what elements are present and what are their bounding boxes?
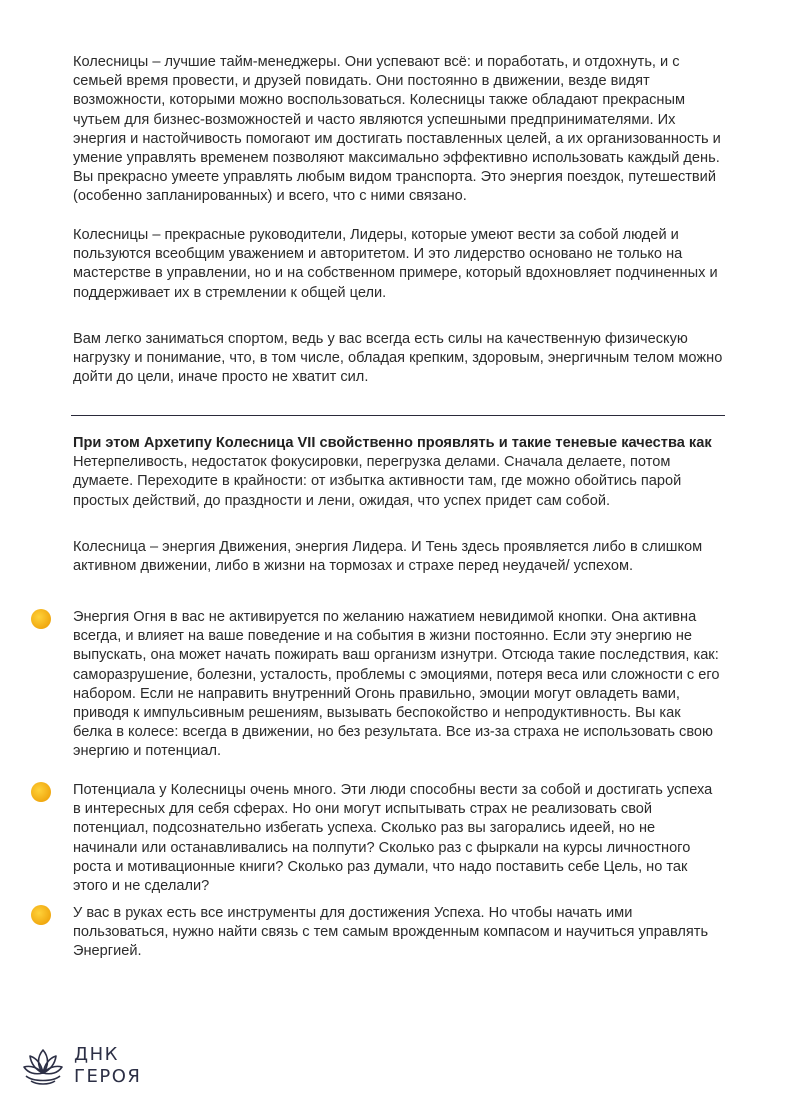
brand-logo: [22, 1040, 172, 1102]
sun-bullet-icon: [30, 904, 52, 926]
paragraph-leaders: Колесницы – прекрасные руководители, Лидеры, которые умеют вести за собой людей и пользуются всеобщим уважением и авторитетом. И это лидерство основано не только на мастерстве в управлении, но и на собственном примере, который вдохновляет подчиненных и поддерживает их в стремлении к общей цели.: [73, 227, 718, 301]
shadow-qualities-heading: При этом Архетипу Колесница VII свойственно проявлять и такие теневые качества как: [73, 435, 712, 451]
section-divider: [71, 415, 725, 416]
lotus-icon: [22, 1046, 64, 1088]
paragraph-shadow-qualities: [73, 434, 723, 511]
bullet-potential: Потенциала у Колесницы очень много. Эти люди способны вести за собой и достигать успеха в интересных для себя сферах. Но они могут испытывать страх не реализовать свой потенциал, подсознательно избегать успеха. Сколько раз вы загорались идеей, но не начинали или останавливались на полпути? Сколько раз с фыркали на курсы личностного роста и мотивационные книги? Сколько раз думали, что надо поставить себе Цель, но так этого и не сделали?: [73, 782, 713, 895]
sun-bullet-icon: [30, 608, 52, 630]
logo-line-2: ГЕРОЯ: [74, 1066, 142, 1087]
paragraph-sport: Вам легко заниматься спортом, ведь у вас всегда есть силы на качественную физическую нагрузку и понимание, что, в том числе, обладая крепким, здоровым, энергичным телом можно дойти до цели, иначе просто не хватит сил.: [73, 331, 723, 386]
shadow-qualities-text: Нетерпеливость, недостаток фокусировки, перегрузка делами. Сначала делаете, потом думаете. Переходите в крайности: от избытка активности там, где можно обойтись парой простых действий, до праздности и лени, ожидая, что успех придет сам собой.: [73, 454, 682, 509]
logo-wordmark: [74, 1044, 141, 1088]
bullet-fire-energy: Энергия Огня в вас не активируется по желанию нажатием невидимой кнопки. Она активна всегда, и влияет на ваше поведение и на события в жизни постоянно. Если эту энергию не выпускать, она может начать пожирать ваш организм изнутри. Отсюда такие последствия, как: саморазрушение, болезни, усталость, проблемы с эмоциями, потеря веса или сложности с его набором. Если не направить внутренний Огонь правильно, эмоции могут овладеть вами, приводя к импульсивным решениям, вызывать беспокойство и непродуктивность. Вы как белка в колесе: всегда в движении, но без результата. Все из-за страха не использовать свою энергию и потенциал.: [73, 609, 720, 760]
paragraph-time-management: Колесницы – лучшие тайм-менеджеры. Они успевают всё: и поработать, и отдохнуть, и с семьей время провести, и друзей повидать. Они постоянно в движении, везде видят возможности, которыми можно воспользоваться. Колесницы также обладают прекрасным чутьем для бизнес-возможностей и часто являются успешными предпринимателями. Их энергия и настойчивость помогают им достигать поставленных целей, а их организованность и умение управлять временем позволяют максимально эффективно использовать каждый день. Вы прекрасно умеете управлять любым видом транспорта. Это энергия поездок, путешествий (особенно запланированных) и всего, что с ними связано.: [73, 54, 721, 205]
paragraph-chariot-energy: Колесница – энергия Движения, энергия Лидера. И Тень здесь проявляется либо в слишком активном движении, либо в жизни на тормозах и страхе перед неудачей/ успехом.: [73, 539, 703, 575]
bullet-tools: У вас в руках есть все инструменты для достижения Успеха. Но чтобы начать ими пользоваться, нужно найти связь с тем самым врожденным компасом и научиться управлять Энергией.: [73, 905, 709, 960]
sun-bullet-icon: [30, 781, 52, 803]
logo-line-1: ДНК: [74, 1044, 119, 1065]
